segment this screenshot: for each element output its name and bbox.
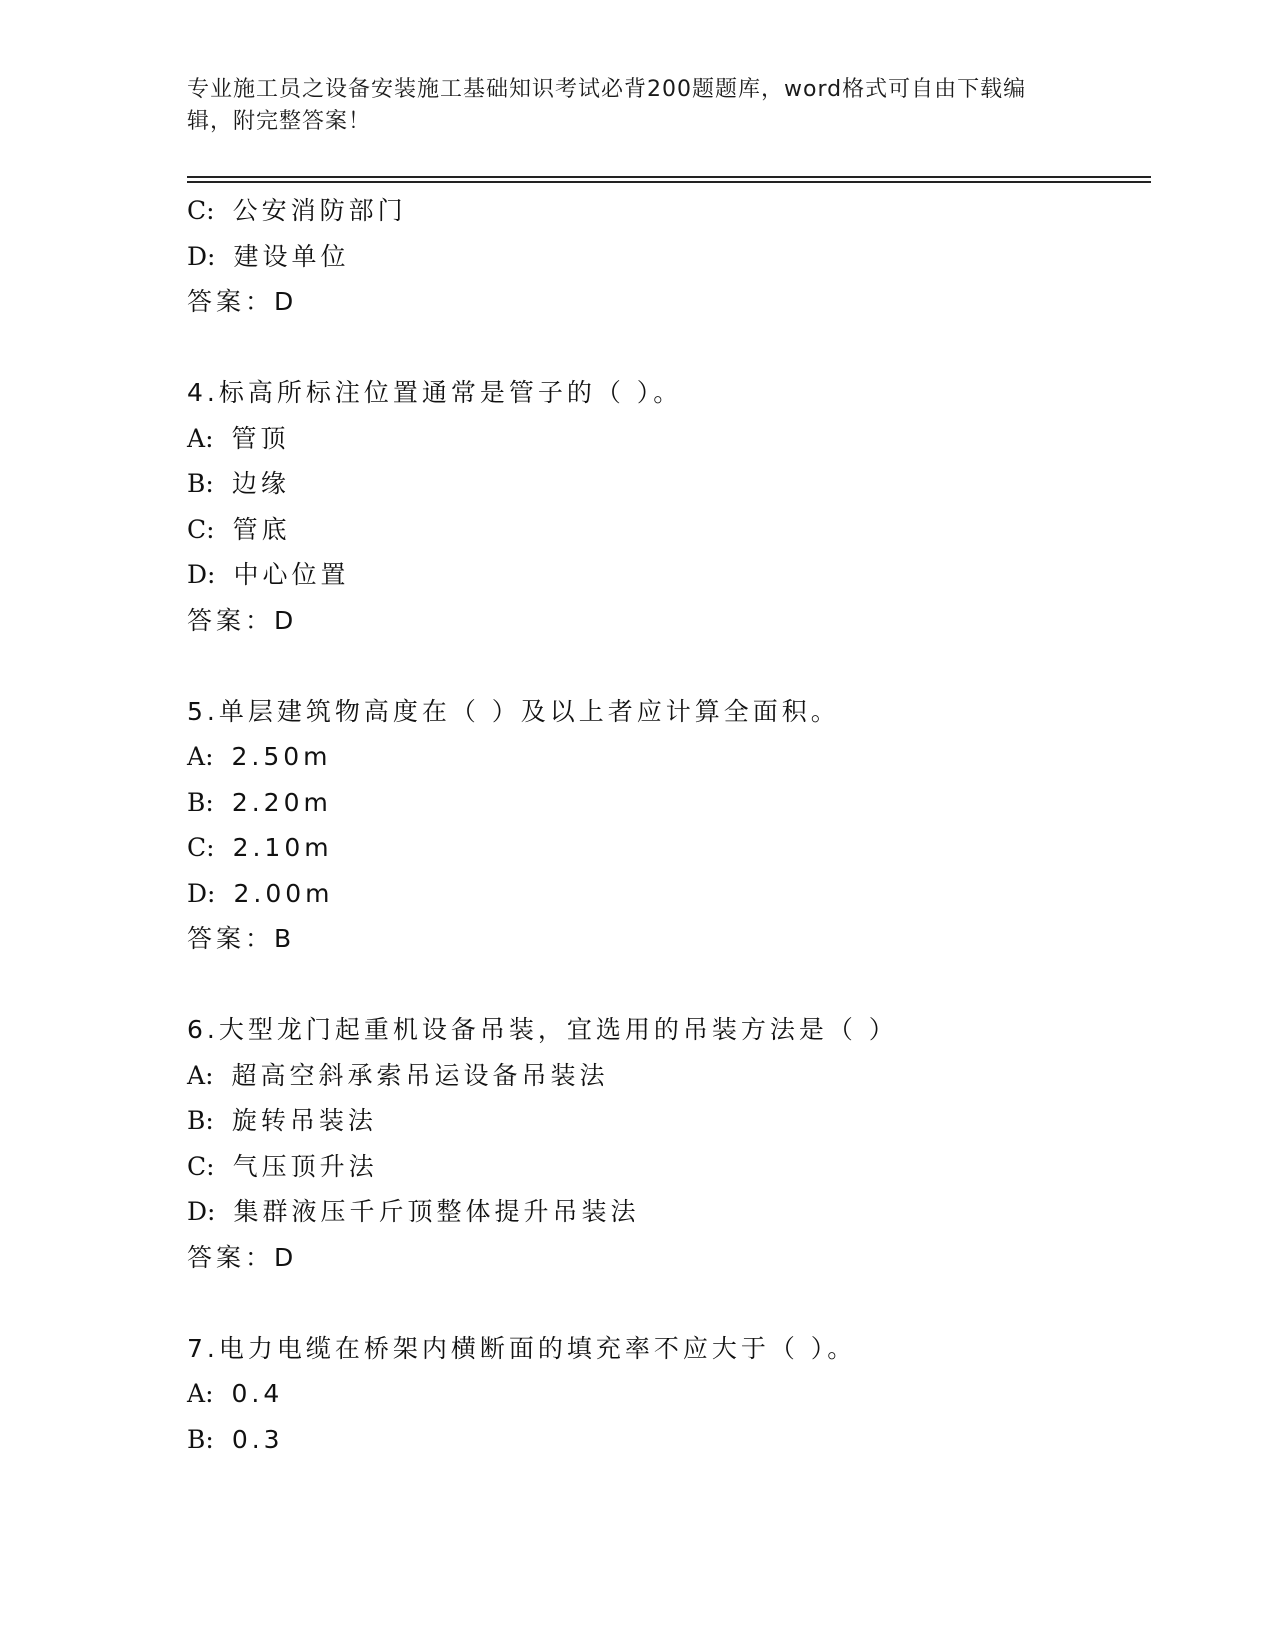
question-list — [187, 188, 1151, 1462]
header-title: 专业施工员之设备安装施工基础知识考试必背200题题库，word格式可自由下载编辑，附完整答案！ — [187, 77, 1027, 134]
option-d: D: 中心位置 — [187, 560, 350, 589]
document-header — [187, 74, 1067, 138]
question-stem: 5.单层建筑物高度在（ ）及以上者应计算全面积。 — [187, 696, 840, 726]
answer-line: 答案：B — [187, 924, 296, 953]
option-b: B: 0.3 — [187, 1424, 284, 1454]
question-stem: 6.大型龙门起重机设备吊装，宜选用的吊装方法是（ ） — [187, 1015, 898, 1044]
question-6 — [187, 1007, 1151, 1280]
option-d: D: 2.00m — [187, 878, 334, 908]
header-rule-top — [187, 176, 1151, 178]
option-b: B: 2.20m — [187, 787, 332, 817]
option-c: C: 气压顶升法 — [187, 1151, 378, 1181]
option-c: C: 公安消防部门 — [187, 196, 407, 225]
question-stem: 4.标高所标注位置通常是管子的（ ）。 — [187, 378, 683, 407]
answer-line: 答案：D — [187, 287, 298, 316]
option-d: D: 建设单位 — [187, 241, 350, 271]
answer-line: 答案：D — [187, 1242, 298, 1272]
question-7 — [187, 1326, 1151, 1463]
question-4 — [187, 370, 1151, 643]
option-c: C: 管底 — [187, 514, 291, 544]
option-a: A: 管顶 — [187, 423, 290, 453]
option-c: C: 2.10m — [187, 833, 333, 862]
option-a: A: 超高空斜承索吊运设备吊装法 — [187, 1060, 609, 1090]
answer-line: 答案：D — [187, 605, 298, 635]
header-rule-bottom — [187, 181, 1151, 183]
question-5 — [187, 689, 1151, 962]
option-b: B: 边缘 — [187, 469, 290, 498]
option-a: A: 2.50m — [187, 742, 332, 771]
option-d: D: 集群液压千斤顶整体提升吊装法 — [187, 1197, 640, 1226]
option-b: B: 旋转吊装法 — [187, 1106, 377, 1135]
option-a: A: 0.4 — [187, 1379, 284, 1408]
question-3-tail — [187, 188, 1151, 325]
question-stem: 7.电力电缆在桥架内横断面的填充率不应大于（ ）。 — [187, 1333, 857, 1363]
